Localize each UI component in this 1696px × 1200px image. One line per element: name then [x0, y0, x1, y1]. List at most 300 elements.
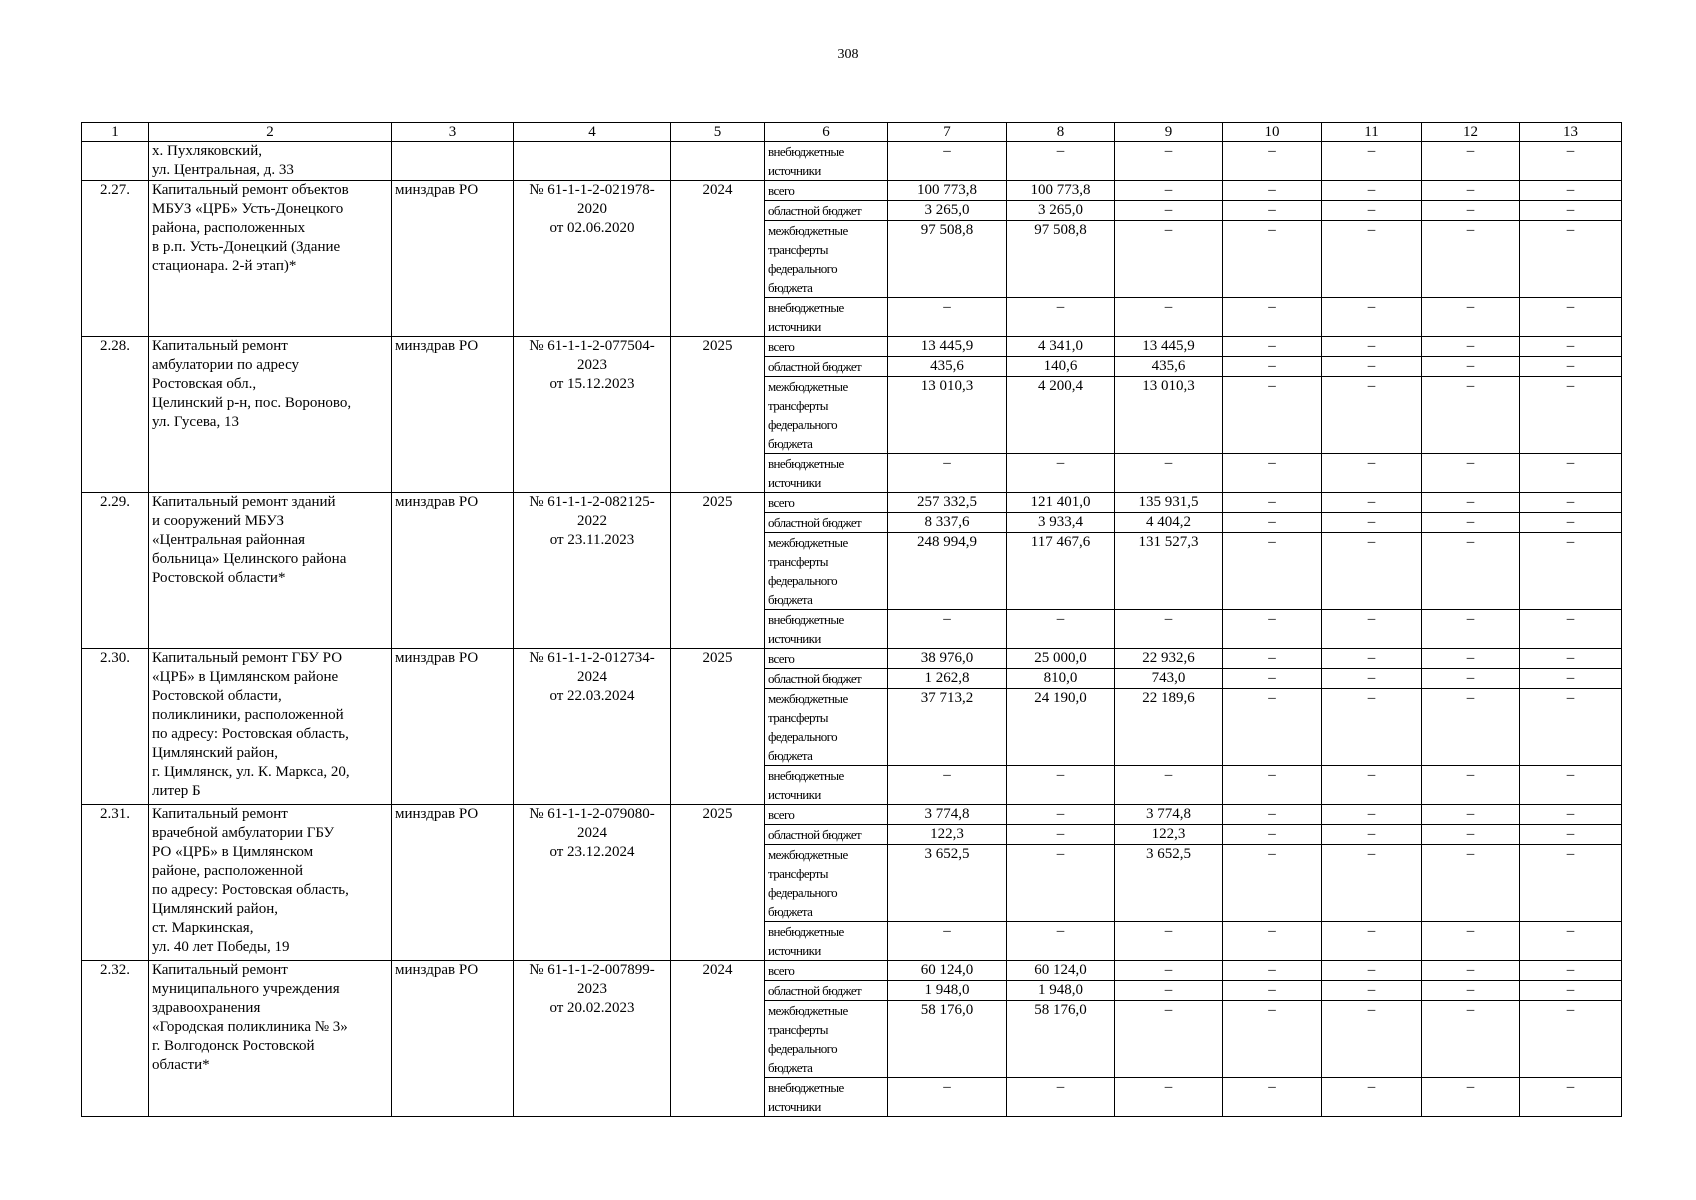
- value-cell: 3 774,8: [1115, 805, 1223, 825]
- value-cell: –: [888, 454, 1007, 493]
- value-cell: 13 445,9: [1115, 337, 1223, 357]
- row-number-cell: 2.28.: [82, 337, 149, 493]
- value-cell: –: [1223, 181, 1322, 201]
- funding-source-cell: [765, 649, 888, 669]
- table-header-row: [82, 123, 1622, 142]
- funding-source-cell: [765, 805, 888, 825]
- value-cell: –: [1223, 1001, 1322, 1078]
- value-cell: –: [1115, 981, 1223, 1001]
- object-name-line: Ростовской области,: [152, 688, 282, 704]
- column-header: 13: [1520, 123, 1622, 142]
- value-cell: –: [1223, 533, 1322, 610]
- funding-table: [81, 122, 1622, 1117]
- funding-source-line: областной бюджет: [768, 983, 862, 998]
- value-cell: –: [1322, 1078, 1422, 1117]
- funding-source-cell: [765, 845, 888, 922]
- value-cell: –: [1520, 221, 1622, 298]
- funding-source-cell: [765, 669, 888, 689]
- document-line: 2020: [577, 201, 607, 217]
- funding-source-cell: [765, 610, 888, 649]
- object-name-line: Ростовская обл.,: [152, 376, 257, 392]
- value-cell: –: [1322, 825, 1422, 845]
- funding-source-line: трансферты: [768, 398, 828, 413]
- value-cell: 1 948,0: [1007, 981, 1115, 1001]
- value-cell: –: [888, 1078, 1007, 1117]
- organization-cell: [392, 142, 514, 181]
- object-name-line: Капитальный ремонт: [152, 338, 288, 354]
- value-cell: –: [1422, 533, 1520, 610]
- object-name-line: МБУЗ «ЦРБ» Усть-Донецкого: [152, 201, 344, 217]
- value-cell: –: [1223, 357, 1322, 377]
- value-cell: –: [1115, 1078, 1223, 1117]
- value-cell: –: [1007, 805, 1115, 825]
- table-row: [82, 805, 1622, 825]
- object-name-line: литер Б: [152, 783, 201, 799]
- column-header: 2: [149, 123, 392, 142]
- value-cell: –: [888, 298, 1007, 337]
- value-cell: –: [1223, 1078, 1322, 1117]
- column-header: 7: [888, 123, 1007, 142]
- value-cell: –: [1520, 357, 1622, 377]
- value-cell: 743,0: [1115, 669, 1223, 689]
- value-cell: 4 200,4: [1007, 377, 1115, 454]
- object-name-line: стационара. 2-й этап)*: [152, 258, 297, 274]
- value-cell: –: [1322, 454, 1422, 493]
- value-cell: –: [1322, 493, 1422, 513]
- value-cell: –: [1422, 825, 1520, 845]
- funding-source-line: областной бюджет: [768, 671, 862, 686]
- value-cell: 121 401,0: [1007, 493, 1115, 513]
- year-cell: 2025: [671, 493, 765, 649]
- value-cell: –: [1223, 493, 1322, 513]
- value-cell: –: [1520, 689, 1622, 766]
- value-cell: –: [1223, 201, 1322, 221]
- value-cell: –: [1520, 298, 1622, 337]
- object-name-cell: [149, 337, 392, 493]
- row-number-cell: 2.27.: [82, 181, 149, 337]
- funding-source-line: источники: [768, 475, 821, 490]
- value-cell: –: [1520, 201, 1622, 221]
- value-cell: –: [1520, 513, 1622, 533]
- object-name-line: в р.п. Усть-Донецкий (Здание: [152, 239, 341, 255]
- value-cell: 13 445,9: [888, 337, 1007, 357]
- value-cell: –: [1322, 845, 1422, 922]
- value-cell: –: [1115, 454, 1223, 493]
- year-cell: [671, 142, 765, 181]
- document-line: от 23.12.2024: [549, 844, 635, 860]
- funding-source-cell: [765, 181, 888, 201]
- funding-source-line: трансферты: [768, 866, 828, 881]
- funding-source-line: источники: [768, 163, 821, 178]
- document-line: № 61-1-1-2-007899-: [529, 962, 655, 978]
- object-name-line: г. Цимлянск, ул. К. Маркса, 20,: [152, 764, 350, 780]
- row-number-cell: 2.32.: [82, 961, 149, 1117]
- value-cell: –: [1422, 493, 1520, 513]
- value-cell: –: [1422, 298, 1520, 337]
- funding-source-line: всего: [768, 963, 795, 978]
- value-cell: –: [1422, 1001, 1520, 1078]
- funding-source-line: внебюджетные: [768, 1080, 844, 1095]
- year-cell: 2025: [671, 649, 765, 805]
- object-name-line: муниципального учреждения: [152, 981, 340, 997]
- value-cell: –: [1422, 181, 1520, 201]
- year-cell: 2025: [671, 337, 765, 493]
- value-cell: –: [1422, 669, 1520, 689]
- funding-source-line: трансферты: [768, 710, 828, 725]
- value-cell: –: [1520, 493, 1622, 513]
- value-cell: –: [1520, 845, 1622, 922]
- object-name-cell: [149, 961, 392, 1117]
- value-cell: 135 931,5: [1115, 493, 1223, 513]
- object-name-line: амбулатории по адресу: [152, 357, 300, 373]
- column-header: 12: [1422, 123, 1520, 142]
- document-line: 2024: [577, 669, 607, 685]
- object-name-line: ст. Маркинская,: [152, 920, 254, 936]
- value-cell: –: [1223, 961, 1322, 981]
- value-cell: 435,6: [888, 357, 1007, 377]
- value-cell: –: [1422, 805, 1520, 825]
- value-cell: –: [1007, 1078, 1115, 1117]
- funding-source-line: межбюджетные: [768, 223, 848, 238]
- column-header: 6: [765, 123, 888, 142]
- value-cell: –: [1322, 142, 1422, 181]
- value-cell: –: [1223, 610, 1322, 649]
- funding-source-cell: [765, 961, 888, 981]
- value-cell: 1 262,8: [888, 669, 1007, 689]
- funding-source-cell: [765, 357, 888, 377]
- value-cell: –: [1520, 805, 1622, 825]
- funding-source-cell: [765, 922, 888, 961]
- value-cell: –: [1007, 825, 1115, 845]
- funding-source-line: внебюджетные: [768, 612, 844, 627]
- value-cell: 37 713,2: [888, 689, 1007, 766]
- value-cell: –: [1322, 649, 1422, 669]
- document-cell: [514, 805, 671, 961]
- value-cell: 24 190,0: [1007, 689, 1115, 766]
- value-cell: 248 994,9: [888, 533, 1007, 610]
- funding-source-line: межбюджетные: [768, 691, 848, 706]
- funding-source-line: трансферты: [768, 242, 828, 257]
- value-cell: 13 010,3: [888, 377, 1007, 454]
- organization-cell: минздрав РО: [392, 805, 514, 961]
- column-header: 5: [671, 123, 765, 142]
- value-cell: 810,0: [1007, 669, 1115, 689]
- value-cell: –: [1223, 337, 1322, 357]
- funding-source-line: внебюджетные: [768, 300, 844, 315]
- document-line: 2024: [577, 825, 607, 841]
- funding-source-line: бюджета: [768, 1060, 813, 1075]
- organization-cell: минздрав РО: [392, 181, 514, 337]
- table-row: [82, 961, 1622, 981]
- object-name-line: РО «ЦРБ» в Цимлянском: [152, 844, 314, 860]
- column-header: 3: [392, 123, 514, 142]
- value-cell: 4 341,0: [1007, 337, 1115, 357]
- value-cell: –: [1422, 454, 1520, 493]
- value-cell: –: [1422, 922, 1520, 961]
- funding-source-line: бюджета: [768, 436, 813, 451]
- funding-source-line: всего: [768, 183, 795, 198]
- value-cell: –: [1422, 357, 1520, 377]
- funding-source-line: внебюджетные: [768, 144, 844, 159]
- value-cell: 13 010,3: [1115, 377, 1223, 454]
- value-cell: –: [1422, 377, 1520, 454]
- funding-source-line: бюджета: [768, 904, 813, 919]
- document-line: № 61-1-1-2-012734-: [529, 650, 655, 666]
- funding-source-line: внебюджетные: [768, 924, 844, 939]
- value-cell: –: [1322, 377, 1422, 454]
- year-cell: 2024: [671, 961, 765, 1117]
- object-name-line: районе, расположенной: [152, 863, 304, 879]
- value-cell: –: [1007, 922, 1115, 961]
- document-line: от 02.06.2020: [549, 220, 635, 236]
- value-cell: –: [1322, 922, 1422, 961]
- funding-source-line: межбюджетные: [768, 847, 848, 862]
- value-cell: –: [1520, 649, 1622, 669]
- value-cell: –: [1223, 825, 1322, 845]
- object-name-line: г. Волгодонск Ростовской: [152, 1038, 315, 1054]
- funding-source-line: внебюджетные: [768, 456, 844, 471]
- document-line: № 61-1-1-2-021978-: [529, 182, 655, 198]
- value-cell: 4 404,2: [1115, 513, 1223, 533]
- row-number-cell: 2.31.: [82, 805, 149, 961]
- object-name-line: Цимлянский район,: [152, 745, 278, 761]
- value-cell: –: [1115, 961, 1223, 981]
- value-cell: 22 932,6: [1115, 649, 1223, 669]
- funding-source-cell: [765, 142, 888, 181]
- value-cell: –: [1322, 357, 1422, 377]
- object-name-line: Ростовской области*: [152, 570, 286, 586]
- value-cell: –: [1115, 201, 1223, 221]
- document-cell: [514, 142, 671, 181]
- object-name-line: Капитальный ремонт объектов: [152, 182, 349, 198]
- table-row: [82, 142, 1622, 181]
- value-cell: 38 976,0: [888, 649, 1007, 669]
- value-cell: –: [1322, 201, 1422, 221]
- object-name-cell: [149, 649, 392, 805]
- document-line: от 23.11.2023: [549, 532, 635, 548]
- value-cell: –: [1520, 961, 1622, 981]
- column-header: 8: [1007, 123, 1115, 142]
- value-cell: –: [1520, 669, 1622, 689]
- object-name-line: здравоохранения: [152, 1000, 261, 1016]
- funding-source-line: источники: [768, 943, 821, 958]
- page-number: 308: [837, 47, 859, 62]
- table-row: [82, 493, 1622, 513]
- value-cell: 3 774,8: [888, 805, 1007, 825]
- value-cell: –: [1520, 337, 1622, 357]
- object-name-line: «ЦРБ» в Цимлянском районе: [152, 669, 339, 685]
- funding-source-line: федерального: [768, 729, 837, 744]
- funding-source-line: бюджета: [768, 592, 813, 607]
- document-line: от 15.12.2023: [549, 376, 635, 392]
- value-cell: –: [1223, 454, 1322, 493]
- funding-source-cell: [765, 298, 888, 337]
- funding-source-line: областной бюджет: [768, 359, 862, 374]
- value-cell: –: [1422, 221, 1520, 298]
- object-name-line: «Центральная районная: [152, 532, 306, 548]
- value-cell: –: [1322, 337, 1422, 357]
- value-cell: –: [1422, 961, 1520, 981]
- value-cell: 122,3: [888, 825, 1007, 845]
- value-cell: –: [1520, 533, 1622, 610]
- value-cell: –: [1223, 845, 1322, 922]
- value-cell: –: [1322, 181, 1422, 201]
- value-cell: 22 189,6: [1115, 689, 1223, 766]
- object-name-line: «Городская поликлиника № 3»: [152, 1019, 348, 1035]
- value-cell: –: [1223, 766, 1322, 805]
- value-cell: –: [1115, 922, 1223, 961]
- object-name-cell: [149, 142, 392, 181]
- value-cell: –: [1520, 922, 1622, 961]
- table-row: [82, 181, 1622, 201]
- document-cell: [514, 961, 671, 1117]
- funding-source-line: федерального: [768, 1041, 837, 1056]
- value-cell: –: [1007, 845, 1115, 922]
- document-line: от 20.02.2023: [549, 1000, 635, 1016]
- value-cell: –: [888, 766, 1007, 805]
- value-cell: –: [1007, 610, 1115, 649]
- value-cell: –: [1223, 142, 1322, 181]
- organization-cell: минздрав РО: [392, 961, 514, 1117]
- value-cell: 122,3: [1115, 825, 1223, 845]
- value-cell: –: [888, 610, 1007, 649]
- funding-source-cell: [765, 1001, 888, 1078]
- document-cell: [514, 649, 671, 805]
- funding-source-cell: [765, 766, 888, 805]
- funding-source-cell: [765, 1078, 888, 1117]
- funding-source-line: трансферты: [768, 1022, 828, 1037]
- funding-source-cell: [765, 689, 888, 766]
- value-cell: –: [1223, 513, 1322, 533]
- value-cell: –: [1115, 221, 1223, 298]
- value-cell: –: [1422, 142, 1520, 181]
- object-name-line: Капитальный ремонт ГБУ РО: [152, 650, 343, 666]
- value-cell: –: [1520, 981, 1622, 1001]
- organization-cell: минздрав РО: [392, 337, 514, 493]
- funding-source-line: источники: [768, 631, 821, 646]
- value-cell: 8 337,6: [888, 513, 1007, 533]
- value-cell: –: [1223, 649, 1322, 669]
- object-name-line: по адресу: Ростовская область,: [152, 726, 349, 742]
- organization-cell: минздрав РО: [392, 493, 514, 649]
- value-cell: –: [1223, 805, 1322, 825]
- value-cell: –: [1322, 981, 1422, 1001]
- value-cell: –: [1422, 689, 1520, 766]
- value-cell: –: [1115, 298, 1223, 337]
- year-cell: 2024: [671, 181, 765, 337]
- year-cell: 2025: [671, 805, 765, 961]
- funding-source-line: источники: [768, 787, 821, 802]
- object-name-line: Капитальный ремонт зданий: [152, 494, 336, 510]
- value-cell: 3 933,4: [1007, 513, 1115, 533]
- funding-source-cell: [765, 454, 888, 493]
- value-cell: 60 124,0: [1007, 961, 1115, 981]
- value-cell: –: [1422, 1078, 1520, 1117]
- value-cell: –: [1520, 610, 1622, 649]
- value-cell: –: [1422, 513, 1520, 533]
- value-cell: –: [1322, 669, 1422, 689]
- value-cell: –: [1422, 845, 1520, 922]
- value-cell: –: [1223, 377, 1322, 454]
- value-cell: –: [888, 142, 1007, 181]
- value-cell: –: [1322, 1001, 1422, 1078]
- object-name-line: района, расположенных: [152, 220, 306, 236]
- value-cell: 140,6: [1007, 357, 1115, 377]
- value-cell: 58 176,0: [888, 1001, 1007, 1078]
- object-name-line: по адресу: Ростовская область,: [152, 882, 349, 898]
- value-cell: –: [1322, 533, 1422, 610]
- funding-source-cell: [765, 533, 888, 610]
- document-line: № 61-1-1-2-077504-: [529, 338, 655, 354]
- value-cell: 60 124,0: [888, 961, 1007, 981]
- column-header: 10: [1223, 123, 1322, 142]
- object-name-line: Капитальный ремонт: [152, 806, 288, 822]
- funding-source-line: федерального: [768, 417, 837, 432]
- value-cell: 100 773,8: [1007, 181, 1115, 201]
- value-cell: –: [1007, 142, 1115, 181]
- value-cell: 3 265,0: [1007, 201, 1115, 221]
- table-row: [82, 337, 1622, 357]
- value-cell: 1 948,0: [888, 981, 1007, 1001]
- value-cell: –: [1422, 981, 1520, 1001]
- row-number-cell: 2.30.: [82, 649, 149, 805]
- document-line: 2023: [577, 357, 607, 373]
- value-cell: 435,6: [1115, 357, 1223, 377]
- value-cell: –: [1322, 298, 1422, 337]
- value-cell: –: [1520, 1078, 1622, 1117]
- object-name-line: и сооружений МБУЗ: [152, 513, 285, 529]
- value-cell: 131 527,3: [1115, 533, 1223, 610]
- value-cell: –: [1422, 649, 1520, 669]
- funding-source-line: областной бюджет: [768, 827, 862, 842]
- value-cell: –: [1115, 766, 1223, 805]
- funding-source-line: источники: [768, 319, 821, 334]
- value-cell: –: [1520, 825, 1622, 845]
- value-cell: –: [1007, 766, 1115, 805]
- value-cell: –: [1520, 377, 1622, 454]
- funding-source-cell: [765, 981, 888, 1001]
- value-cell: –: [1422, 766, 1520, 805]
- value-cell: –: [1422, 337, 1520, 357]
- value-cell: –: [1520, 142, 1622, 181]
- value-cell: 25 000,0: [1007, 649, 1115, 669]
- funding-source-line: всего: [768, 651, 795, 666]
- funding-source-cell: [765, 201, 888, 221]
- value-cell: 100 773,8: [888, 181, 1007, 201]
- object-name-line: ул. 40 лет Победы, 19: [152, 939, 290, 955]
- value-cell: –: [1007, 298, 1115, 337]
- column-header: 11: [1322, 123, 1422, 142]
- object-name-line: врачебной амбулатории ГБУ: [152, 825, 335, 841]
- funding-source-line: межбюджетные: [768, 1003, 848, 1018]
- object-name-cell: [149, 493, 392, 649]
- value-cell: –: [1115, 142, 1223, 181]
- organization-cell: минздрав РО: [392, 649, 514, 805]
- value-cell: –: [1520, 181, 1622, 201]
- column-header: 4: [514, 123, 671, 142]
- value-cell: –: [1422, 610, 1520, 649]
- value-cell: –: [1322, 221, 1422, 298]
- document-line: от 22.03.2024: [549, 688, 635, 704]
- value-cell: –: [1115, 181, 1223, 201]
- value-cell: –: [1223, 981, 1322, 1001]
- value-cell: –: [1520, 766, 1622, 805]
- funding-source-cell: [765, 513, 888, 533]
- document-cell: [514, 493, 671, 649]
- value-cell: 97 508,8: [1007, 221, 1115, 298]
- object-name-line: Капитальный ремонт: [152, 962, 288, 978]
- value-cell: 3 652,5: [1115, 845, 1223, 922]
